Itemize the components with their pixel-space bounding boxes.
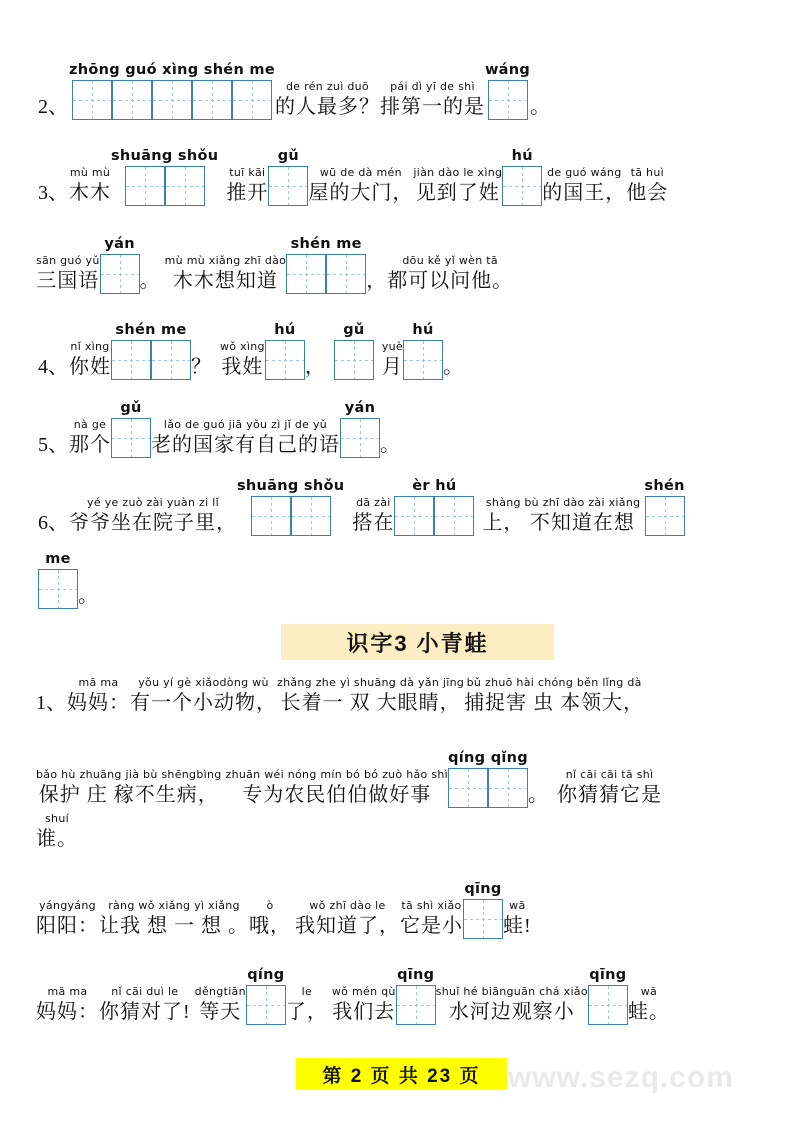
pinyin-box-group [644, 478, 684, 536]
text-label: 老的国家有自己的语 [151, 434, 340, 456]
lesson-line-4 [36, 881, 532, 939]
pinyin-label: mā ma [47, 985, 88, 998]
text-token [387, 254, 513, 294]
pinyin-label: lǎo de guó jiā yǒu zì jǐ de yǔ [163, 418, 328, 431]
text-token [436, 985, 588, 1025]
answer-box[interactable] [268, 166, 308, 206]
text-token [191, 340, 212, 380]
text-token [308, 166, 413, 206]
text-label: 阳阳： [36, 915, 99, 937]
pinyin-label: gǔ [343, 322, 365, 338]
text-token [69, 496, 237, 536]
pinyin-label: yán [344, 400, 376, 416]
exercise-row-q3 [38, 148, 668, 206]
text-token [99, 899, 249, 939]
pinyin-box-group [38, 551, 78, 609]
pinyin-box-group [100, 236, 140, 294]
text-token [295, 899, 400, 939]
answer-box[interactable] [165, 166, 205, 206]
text-token [69, 166, 111, 206]
pinyin-label: shuāng shǒu [111, 148, 219, 164]
text-token [557, 768, 662, 808]
answer-box[interactable] [291, 496, 331, 536]
lesson-title-banner: 识字3 小青蛙 [281, 624, 554, 660]
pinyin-label: shuí [45, 812, 69, 825]
pinyin-box-group [265, 322, 305, 380]
question-number: 4、 [38, 356, 68, 378]
text-label: 都可以问他。 [387, 270, 514, 292]
pinyin-box-group [463, 881, 503, 939]
pinyin-box-group [403, 322, 443, 380]
answer-boxes[interactable] [394, 496, 474, 536]
lesson-line-1 [36, 676, 644, 716]
answer-box[interactable] [152, 80, 192, 120]
pinyin-label: yuè [381, 340, 403, 353]
pinyin-label: wǒ mén qù [331, 985, 396, 998]
answer-boxes[interactable] [38, 569, 78, 609]
text-label: 。 [78, 585, 99, 607]
pinyin-label: de rén zuì duō [285, 80, 369, 93]
pinyin-box-group [588, 967, 628, 1025]
text-label: 我知道了， [295, 915, 400, 937]
pinyin-label: shén me [115, 322, 187, 338]
text-label: 。 [530, 96, 552, 118]
pinyin-box-group [502, 148, 542, 206]
pinyin-label: yǒu yí gè xiǎodòng wù [138, 676, 269, 689]
pinyin-label: ràng wǒ xiǎng yì xiǎng [108, 899, 240, 912]
pinyin-label: yán [104, 236, 135, 252]
pinyin-label: qíng qǐng [448, 750, 528, 766]
text-label: 不知道在想 [529, 512, 635, 534]
pinyin-label: qíng [247, 967, 285, 983]
text-label: 蛙。 [627, 1001, 670, 1023]
pinyin-label: yángyáng [39, 899, 96, 912]
text-label: 捕捉害 虫 本领大， [464, 692, 645, 714]
text-label: 木木 [69, 182, 111, 204]
pinyin-label: wā [509, 899, 526, 912]
text-label: ， [366, 270, 388, 292]
pinyin-label: nà ge [73, 418, 107, 431]
text-label: 月 [381, 356, 403, 378]
text-label: 。 [139, 270, 161, 292]
text-token [305, 340, 326, 380]
pinyin-label: wǒ xìng [220, 340, 265, 353]
text-token [626, 166, 668, 206]
text-label: 排第一的是 [379, 96, 485, 118]
exercise-row-q3b [36, 236, 513, 294]
text-label: 你猜猜它是 [557, 784, 663, 806]
text-token [380, 418, 401, 458]
pinyin-box-group [111, 148, 218, 206]
text-label: ？ [191, 356, 212, 378]
pinyin-label: qīng [589, 967, 627, 983]
text-token [380, 80, 485, 120]
text-label: ， [304, 356, 326, 378]
pinyin-label: hú [412, 322, 434, 338]
text-label: 长着一 双 大眼睛， [280, 692, 461, 714]
pinyin-box-group [237, 478, 344, 536]
question-number: 2、 [38, 96, 68, 118]
text-label: 他会 [626, 182, 669, 204]
text-label: 搭在 [352, 512, 395, 534]
text-token [69, 418, 111, 458]
pinyin-label: sān guó yǔ [36, 254, 100, 267]
pinyin-label: tā huì [630, 166, 664, 179]
pinyin-box-group [448, 750, 528, 808]
answer-boxes[interactable] [265, 340, 305, 380]
answer-boxes[interactable] [246, 985, 286, 1025]
watermark: www.sezq.com [508, 1061, 734, 1094]
answer-boxes[interactable] [488, 80, 528, 120]
pinyin-label: zhōng guó xìng shén me [69, 62, 275, 78]
pinyin-label: qīng [397, 967, 435, 983]
text-token [530, 80, 551, 120]
pinyin-label: wáng [484, 62, 531, 78]
text-token [277, 676, 464, 716]
pinyin-label: shén me [290, 236, 362, 252]
text-label: 的人最多？ [274, 96, 380, 118]
answer-boxes[interactable] [268, 166, 308, 206]
text-token [249, 899, 291, 939]
pinyin-label: nǐ cāi cāi tā shì [565, 768, 654, 781]
pinyin-label: yé ye zuò zài yuàn zi lǐ [87, 496, 219, 509]
answer-boxes[interactable] [463, 899, 503, 939]
answer-boxes[interactable] [403, 340, 443, 380]
text-token [130, 676, 277, 716]
answer-box[interactable] [645, 496, 685, 536]
pinyin-label: bǔ zhuō hài chóng běn lǐng dà [466, 676, 642, 689]
answer-box[interactable] [502, 166, 542, 206]
pinyin-label: de guó wáng [547, 166, 622, 179]
question-number: 5、 [38, 434, 68, 456]
answer-boxes[interactable] [334, 340, 374, 380]
answer-box[interactable] [340, 418, 380, 458]
lesson-line-3 [36, 812, 78, 852]
pinyin-label: me [45, 551, 71, 567]
pinyin-box-group [286, 236, 366, 294]
text-label: 谁。 [36, 828, 78, 850]
pinyin-label: shàng [485, 496, 521, 509]
pinyin-label: tuī kāi [229, 166, 266, 179]
text-label: 妈妈： [36, 1001, 99, 1023]
answer-box[interactable] [38, 569, 78, 609]
text-label: 。 [380, 434, 401, 456]
answer-box[interactable] [246, 985, 286, 1025]
answer-boxes[interactable] [645, 496, 685, 536]
text-token [503, 899, 532, 939]
text-label: 。 [528, 784, 550, 806]
exercise-row-q5 [38, 400, 401, 458]
pinyin-label: wǒ zhī dào le [309, 899, 386, 912]
text-token [524, 496, 640, 536]
text-token [36, 899, 99, 939]
text-token [443, 340, 464, 380]
pinyin-label: ò [266, 899, 274, 912]
answer-box[interactable] [192, 80, 232, 120]
text-token [226, 768, 449, 808]
answer-box[interactable] [100, 254, 140, 294]
exercise-row-q4 [38, 322, 464, 380]
text-token [628, 985, 670, 1025]
text-token [67, 676, 130, 716]
text-label: 爷爷坐在院子里， [69, 512, 237, 534]
answer-box[interactable] [111, 418, 151, 458]
answer-boxes[interactable] [502, 166, 542, 206]
text-token [140, 254, 161, 294]
answer-boxes[interactable] [111, 340, 191, 380]
text-token [400, 899, 463, 939]
pinyin-label: gǔ [120, 400, 142, 416]
text-token [220, 340, 265, 380]
answer-box[interactable] [488, 80, 528, 120]
text-label: 见到了姓 [415, 182, 500, 204]
pinyin-box-group [396, 967, 436, 1025]
text-label: 屋的大门， [308, 182, 414, 204]
pinyin-label: pái dì yī de shì [390, 80, 475, 93]
pinyin-box-group [111, 400, 151, 458]
exercise-row-q6b [38, 551, 99, 609]
text-token [542, 166, 626, 206]
text-label: 你姓 [69, 356, 111, 378]
text-token [332, 985, 396, 1025]
pinyin-label: le [301, 985, 313, 998]
text-label: 妈妈： [67, 692, 130, 714]
answer-box[interactable] [111, 340, 151, 380]
pinyin-label: mā ma [78, 676, 119, 689]
text-label: 水河边观察小 [448, 1001, 575, 1023]
pinyin-label: bù zhī dào zài xiǎng [524, 496, 641, 509]
pinyin-label: zhǎng zhe yì shuāng dà yǎn jīng [277, 676, 465, 689]
answer-box[interactable] [334, 340, 374, 380]
pinyin-label: èr hú [412, 478, 457, 494]
text-label: 你猜对了! [99, 1001, 191, 1023]
answer-boxes[interactable] [100, 254, 140, 294]
answer-boxes[interactable] [340, 418, 380, 458]
pinyin-label: bǎo hù zhuāng jià bù shēngbìng [36, 768, 222, 781]
answer-box[interactable] [125, 166, 165, 206]
text-token [528, 768, 549, 808]
text-token [366, 254, 387, 294]
text-token [195, 985, 246, 1025]
text-token [382, 340, 403, 380]
pinyin-label: jiàn dào le xìng [413, 166, 503, 179]
lesson-line-2 [36, 750, 662, 808]
pinyin-label: děngtiān [194, 985, 246, 998]
answer-boxes[interactable] [251, 496, 331, 536]
answer-box[interactable] [251, 496, 291, 536]
text-token [151, 418, 340, 458]
text-label: 保护 庄 稼不生病， [38, 784, 219, 806]
answer-box[interactable] [151, 340, 191, 380]
text-label: 我姓 [221, 356, 264, 378]
answer-boxes[interactable] [448, 768, 528, 808]
pinyin-label: shuāng shǒu [237, 478, 345, 494]
answer-box[interactable] [232, 80, 272, 120]
text-label: 那个 [69, 434, 111, 456]
pinyin-label: dā zài [356, 496, 391, 509]
pinyin-box-group [334, 322, 374, 380]
text-label: 三国语 [36, 270, 100, 292]
pinyin-label: mù mù [69, 166, 111, 179]
text-token [226, 166, 268, 206]
text-token [36, 985, 99, 1025]
text-label: 让我 想 一 想 。 [99, 915, 249, 937]
answer-boxes[interactable] [111, 418, 151, 458]
text-token [352, 496, 394, 536]
pinyin-label: qīng [464, 881, 502, 897]
text-label: 蛙! [503, 915, 532, 937]
answer-box[interactable] [265, 340, 305, 380]
pinyin-label: dōu kě yǐ wèn tā [402, 254, 498, 267]
text-label: 推开 [226, 182, 269, 204]
text-token [36, 812, 78, 852]
answer-boxes[interactable] [588, 985, 628, 1025]
text-token [69, 340, 111, 380]
pinyin-label: hú [511, 148, 533, 164]
answer-box[interactable] [72, 80, 112, 120]
text-token [78, 569, 99, 609]
pinyin-box-group [394, 478, 474, 536]
answer-box[interactable] [488, 768, 528, 808]
answer-box[interactable] [434, 496, 474, 536]
text-token [36, 768, 222, 808]
answer-boxes[interactable] [396, 985, 436, 1025]
pinyin-label: zhuān wéi nóng mín bó bó zuò hǎo shì [225, 768, 449, 781]
pinyin-label: nǐ cāi duì le [111, 985, 179, 998]
text-label: 有一个小动物， [130, 692, 277, 714]
text-token [275, 80, 380, 120]
pinyin-label: tā shì xiǎo [401, 899, 462, 912]
text-label: 等天 [199, 1001, 242, 1023]
text-label: 的国王， [542, 182, 627, 204]
text-token [482, 496, 524, 536]
answer-box[interactable] [463, 899, 503, 939]
pinyin-label: mù mù xiǎng zhī dào [164, 254, 287, 267]
answer-boxes[interactable] [72, 80, 272, 120]
pinyin-label: shén [644, 478, 685, 494]
text-label: 它是小 [400, 915, 463, 937]
pinyin-label: hú [274, 322, 296, 338]
answer-box[interactable] [394, 496, 434, 536]
text-token [99, 985, 191, 1025]
text-token [165, 254, 287, 294]
question-number: 6、 [38, 512, 68, 534]
answer-box[interactable] [396, 985, 436, 1025]
text-token [413, 166, 502, 206]
question-number: 3、 [38, 182, 68, 204]
exercise-row-q2 [38, 62, 551, 120]
pinyin-box-group [111, 322, 191, 380]
line-number: 1、 [36, 692, 66, 714]
text-token [36, 254, 100, 294]
pinyin-label: nǐ xìng [70, 340, 110, 353]
text-label: 。 [443, 356, 464, 378]
answer-boxes[interactable] [286, 254, 366, 294]
pinyin-box-group [246, 967, 286, 1025]
page-footer: 第 2 页 共 23 页 [296, 1058, 507, 1090]
text-label: 我们去 [332, 1001, 396, 1023]
answer-box[interactable] [326, 254, 366, 294]
pinyin-label: wū de dà mén [319, 166, 402, 179]
pinyin-box-group [268, 148, 308, 206]
answer-box[interactable] [588, 985, 628, 1025]
lesson-line-5 [36, 967, 670, 1025]
answer-box[interactable] [286, 254, 326, 294]
text-label: 了， [285, 1001, 328, 1023]
answer-boxes[interactable] [125, 166, 205, 206]
text-label: 哦， [249, 915, 291, 937]
text-label: 上， [482, 512, 525, 534]
pinyin-box-group [485, 62, 530, 120]
answer-box[interactable] [448, 768, 488, 808]
text-token [286, 985, 328, 1025]
pinyin-box-group [340, 400, 380, 458]
pinyin-box-group [69, 62, 275, 120]
text-label: 木木想知道 [172, 270, 278, 292]
text-token [464, 676, 644, 716]
pinyin-label: gǔ [277, 148, 300, 164]
text-label: 专为农民伯伯做好事 [242, 784, 432, 806]
pinyin-label: shuǐ hé biānguān chá xiǎo [435, 985, 588, 998]
pinyin-label: wā [640, 985, 658, 998]
answer-box[interactable] [112, 80, 152, 120]
exercise-row-q6 [38, 478, 685, 536]
answer-box[interactable] [403, 340, 443, 380]
